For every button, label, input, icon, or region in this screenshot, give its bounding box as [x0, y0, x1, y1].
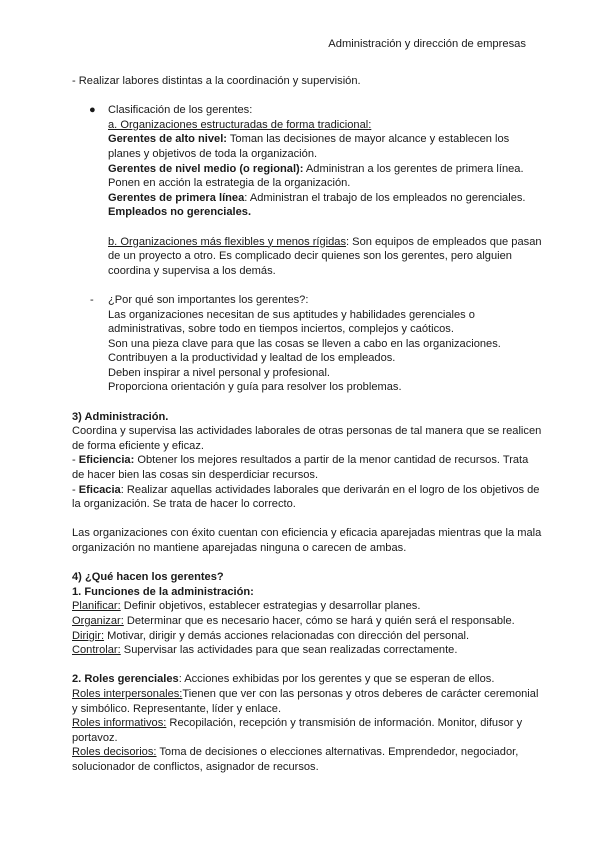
flexible-text: : Son equipos de empleados que pasan de un proyecto a otro. Es complicado decir quienes son los gerentes, pero alguien coordina y supervisa a los demás. — [108, 235, 542, 277]
planificar-text: Definir objetivos, establecer estrategias y desarrollar planes. — [120, 600, 421, 613]
interpersonales-text: Tienen que ver con las personas y otros deberes de carácter ceremonial y simbólico. Representante, líder y enlace. — [72, 687, 539, 715]
administracion-text: Coordina y supervisa las actividades laborales de otras personas de tal manera que se realicen de forma eficiente y eficaz. — [72, 425, 542, 452]
importance-line: Son una pieza clave para que las cosas se lleven a cabo en las organizaciones. — [108, 337, 501, 350]
interpersonales-label: Roles interpersonales: — [72, 687, 183, 700]
decisorios-text: Toma de decisiones o elecciones alternativas. Emprendedor, negociador, solucionador de conflictos, asignador de recursos. — [72, 746, 519, 773]
roles-paragraph — [72, 672, 542, 687]
eficacia-paragraph — [72, 483, 542, 512]
interpersonales-paragraph — [72, 687, 542, 716]
alto-nivel-label: Gerentes de alto nivel: — [108, 133, 227, 146]
primera-linea-text: : Administran el trabajo de los empleados no gerenciales. — [244, 191, 526, 204]
controlar-label: Controlar: — [72, 644, 121, 657]
roles-label: 2. Roles gerenciales — [72, 673, 179, 686]
organizar-paragraph — [72, 614, 542, 629]
dirigir-text: Motivar, dirigir y demás acciones relacionadas con dirección del personal. — [104, 629, 470, 642]
administracion-heading: 3) Administración. — [72, 410, 169, 423]
nivel-medio-text: Administran a los gerentes de primera línea. Ponen en acción la estrategia de la organización. — [108, 162, 524, 190]
eficiencia-label: Eficiencia: — [78, 454, 135, 467]
eficiencia-prefix: - — [72, 454, 79, 467]
administracion-conclusion: Las organizaciones con éxito cuentan con eficiencia y eficacia aparejadas mientras que la mala organización no mantiene aparejadas ninguna o carecen de ambas. — [72, 527, 542, 554]
organizar-label: Organizar: — [72, 614, 124, 627]
primera-linea-paragraph — [108, 191, 542, 206]
alto-nivel-paragraph — [108, 132, 542, 161]
decisorios-paragraph — [72, 745, 542, 774]
classification-title: Clasificación de los gerentes: — [108, 104, 253, 117]
primera-linea-label: Gerentes de primera línea — [108, 191, 245, 204]
controlar-text: Supervisar las actividades para que sean realizadas correctamente. — [120, 644, 458, 657]
dash-marker: - — [90, 293, 94, 306]
empleados-label: Empleados no gerenciales. — [108, 206, 252, 219]
nivel-medio-paragraph — [108, 162, 542, 191]
controlar-paragraph — [72, 643, 542, 658]
informativos-paragraph — [72, 716, 542, 745]
eficiencia-paragraph — [72, 453, 542, 482]
organizar-text: Determinar que es necesario hacer, cómo se hará y quién será el responsable. — [123, 614, 515, 627]
document-body — [72, 74, 542, 775]
flexible-heading: b. Organizaciones más flexibles y menos rígidas — [108, 235, 347, 248]
roles-text: : Acciones exhibidas por los gerentes y que se esperan de ellos. — [178, 673, 495, 686]
decisorios-label: Roles decisorios: — [72, 746, 157, 759]
eficiencia-text: Obtener los mejores resultados a partir de la menor cantidad de recursos. Trata de hacer bien las cosas sin desperdiciar recursos. — [72, 454, 529, 482]
eficacia-prefix: - — [72, 483, 79, 496]
classification-section — [72, 103, 542, 278]
gerentes-heading: 4) ¿Qué hacen los gerentes? — [72, 571, 224, 584]
empleados-paragraph — [108, 205, 542, 220]
flexible-paragraph — [108, 235, 542, 279]
eficacia-label: Eficacia — [78, 483, 121, 496]
alto-nivel-text: Toman las decisiones de mayor alcance y establecen los planes y objetivos de toda la organización. — [108, 133, 510, 160]
nivel-medio-label: Gerentes de nivel medio (o regional): — [108, 162, 304, 175]
informativos-label: Roles informativos: — [72, 717, 167, 730]
dirigir-paragraph — [72, 629, 542, 644]
importance-line: Contribuyen a la productividad y lealtad de los empleados. — [108, 352, 396, 365]
intro-line: - Realizar labores distintas a la coordinación y supervisión. — [72, 75, 361, 87]
planificar-label: Planificar: — [72, 600, 121, 613]
importance-line: Deben inspirar a nivel personal y profesional. — [108, 366, 330, 379]
funciones-heading: 1. Funciones de la administración: — [72, 585, 254, 598]
eficacia-text: : Realizar aquellas actividades laborales que derivarán en el logro de los objetivos de la organización. Se trata de hacer lo correcto. — [72, 483, 540, 511]
importance-question: ¿Por qué son importantes los gerentes?: — [108, 293, 309, 306]
traditional-heading: a. Organizaciones estructuradas de forma tradicional: — [108, 118, 372, 131]
page-header: Administración y dirección de empresas — [328, 38, 526, 50]
bullet-icon: ● — [89, 104, 96, 117]
planificar-paragraph — [72, 599, 542, 614]
dirigir-label: Dirigir: — [72, 629, 105, 642]
informativos-text: Recopilación, recepción y transmisión de información. Monitor, difusor y portavoz. — [72, 717, 523, 744]
importance-line: Las organizaciones necesitan de sus aptitudes y habilidades gerenciales o administrativas, sobre todo en tiempos inciertos, complejos y caóticos. — [108, 308, 475, 336]
importance-section — [72, 293, 542, 395]
importance-line: Proporciona orientación y guía para resolver los problemas. — [108, 381, 402, 394]
